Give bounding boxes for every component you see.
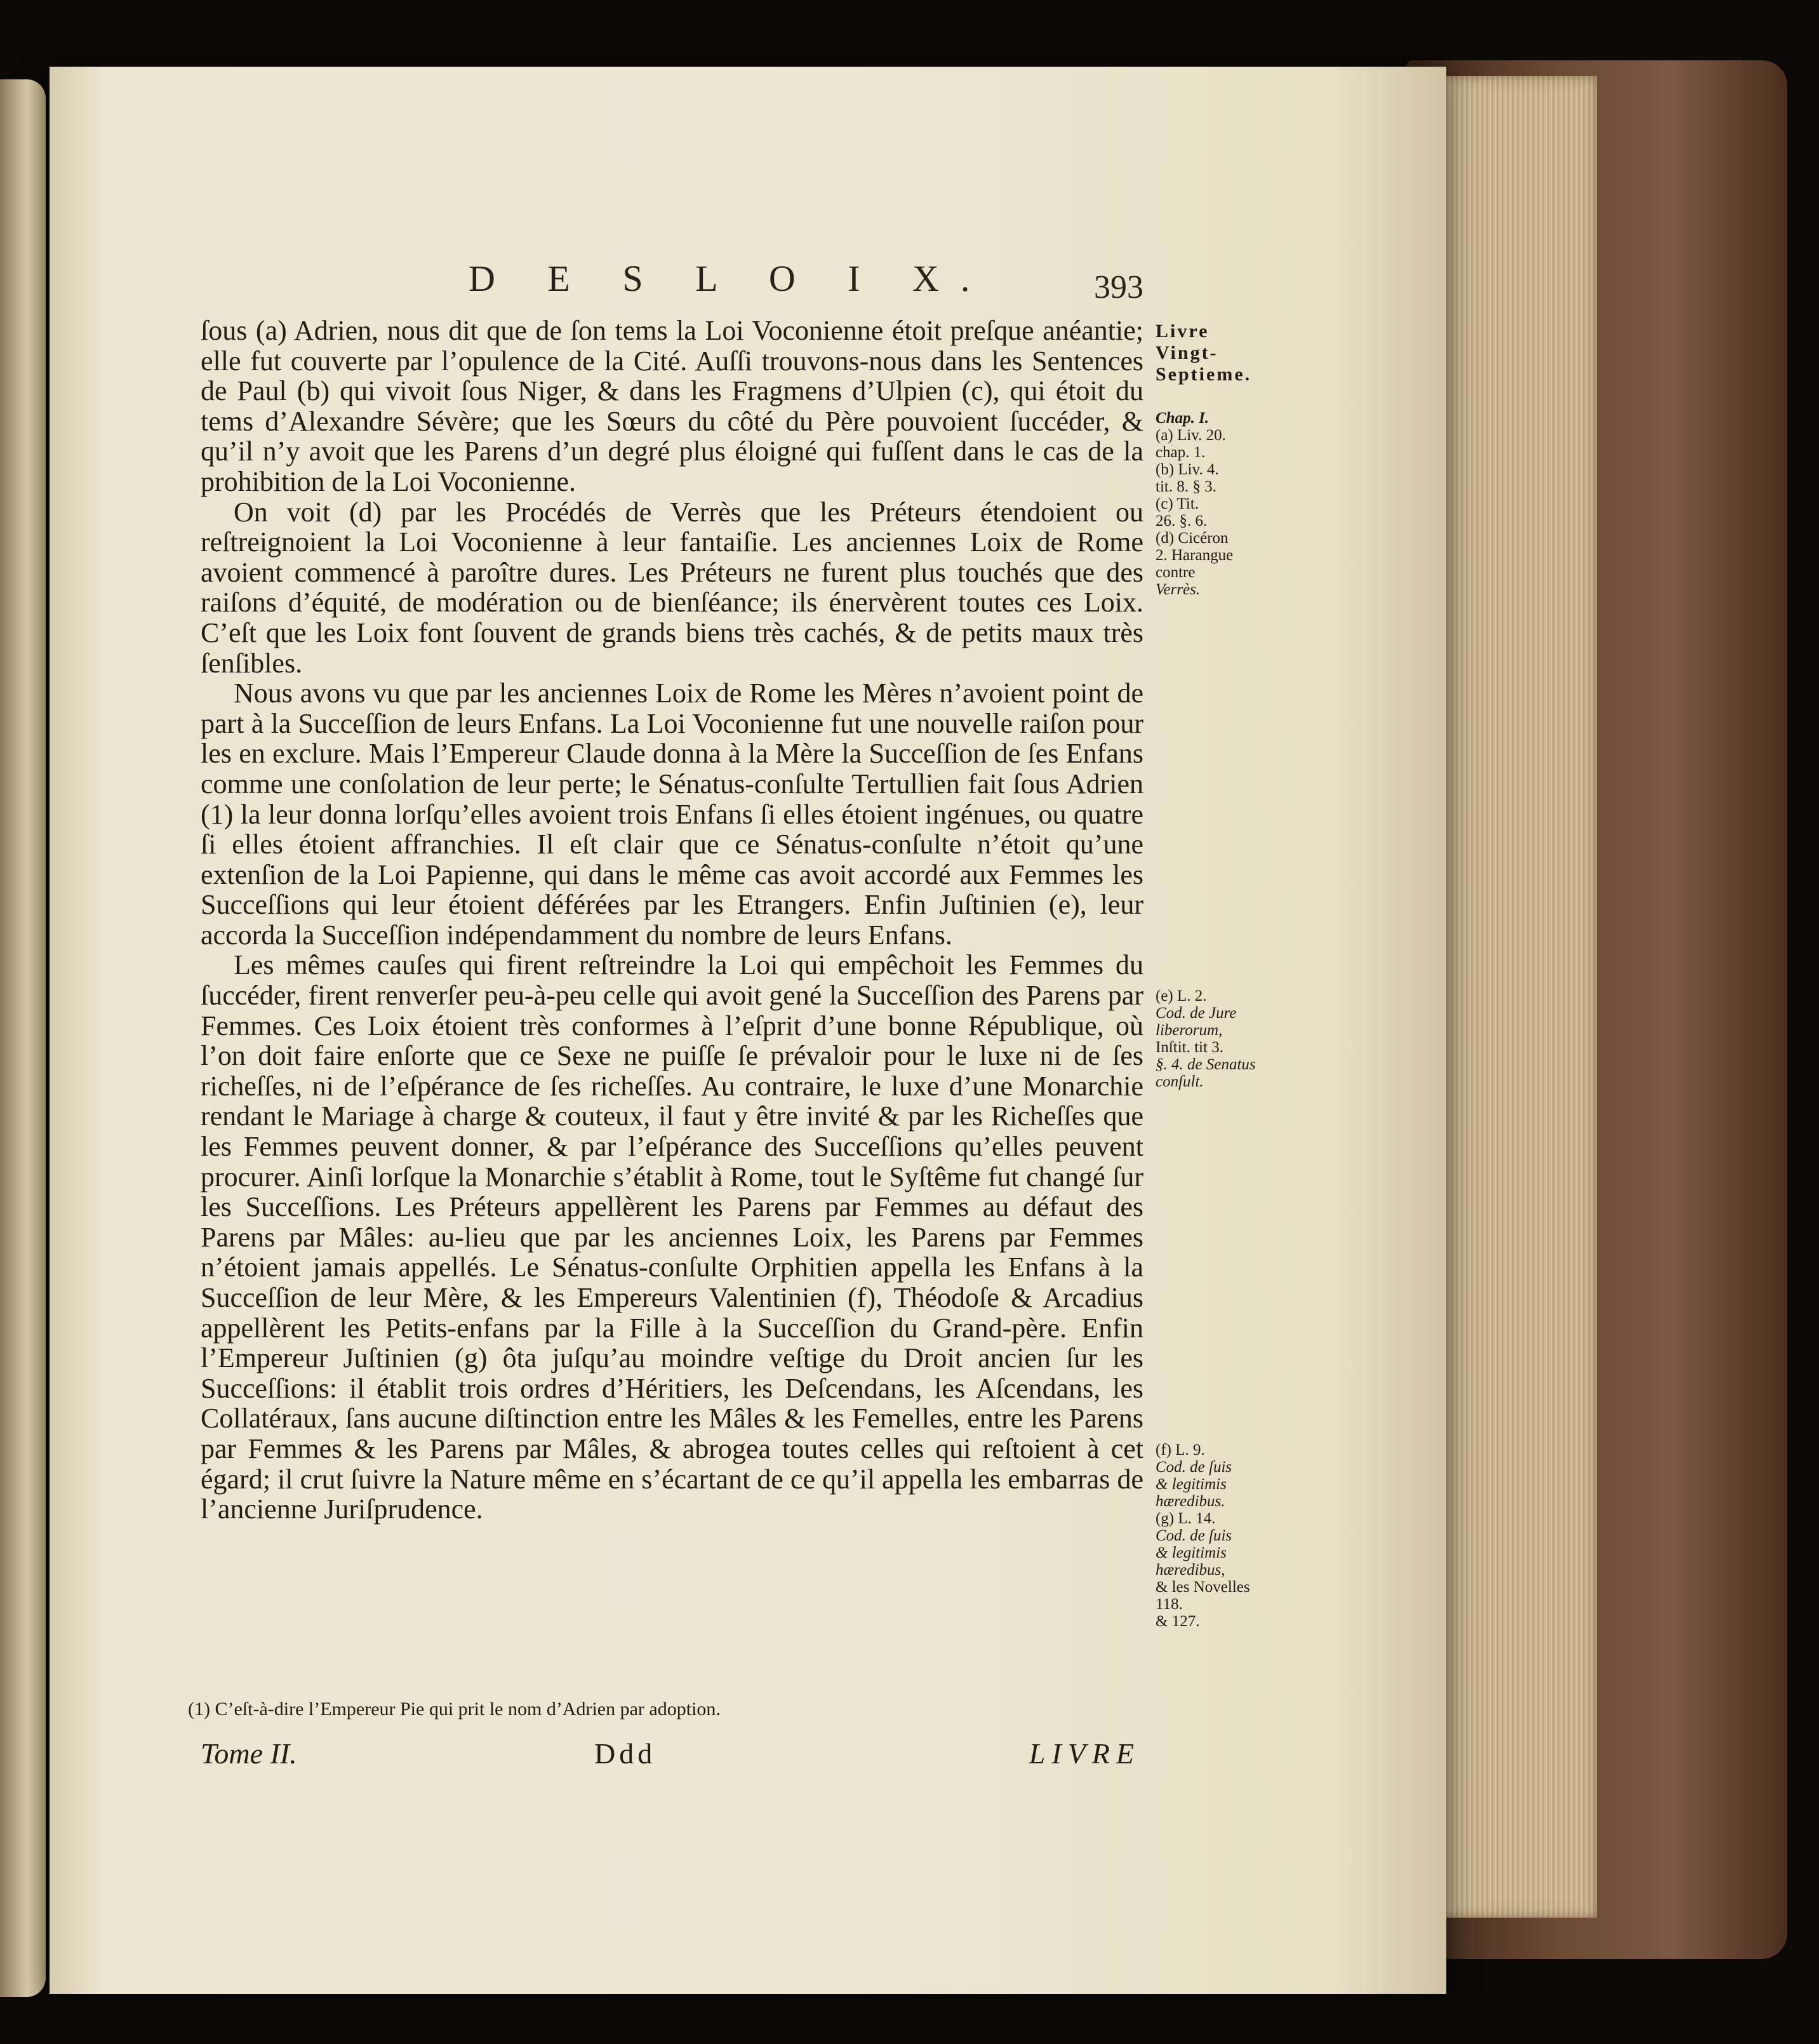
margin-note-line: (a) Liv. 20. xyxy=(1156,427,1226,444)
running-head: D E S L O I X. xyxy=(469,258,992,299)
margin-heading-line: Septieme. xyxy=(1156,364,1252,385)
margin-note-line: (c) Tit. xyxy=(1156,495,1199,512)
margin-notes-top xyxy=(1156,410,1276,598)
margin-note-line: hæredibus. xyxy=(1156,1493,1225,1510)
margin-note-line: tit. 8. § 3. xyxy=(1156,478,1216,495)
paragraph: Nous avons vu que par les anciennes Loix de Rome les Mères n’avoient point de part à la Succeſſion de leurs Enfans. La Loi Voconienne fut une nouvelle raiſon pour les en exclure. Mais l’Empereur Claude donna à la Mère la Succeſſion de ſes Enfans comme une conſolation de leur perte; le Sénatus-conſulte Tertullien fait ſous Adrien (1) la leur donna lorſqu’elles avoient trois Enfans ſi elles étoient ingénues, ou quatre ſi elles étoient affranchies. Il eſt clair que ce Sénatus-conſulte n’étoit qu’une extenſion de la Loi Papienne, qui dans le même cas avoit accordé aux Femmes les Succeſſions qui leur étoient déférées par les Etrangers. Enfin Juſtinien (e), leur accorda la Succeſſion indépendamment du nombre de leurs Enfans. xyxy=(201,678,1143,951)
margin-note-line: & 127. xyxy=(1156,1613,1200,1630)
page-number: 393 xyxy=(1094,269,1143,305)
main-text xyxy=(201,316,1143,1525)
margin-note-line: (g) L. 14. xyxy=(1156,1510,1216,1527)
paragraph: ſous (a) Adrien, nous dit que de ſon tems la Loi Voconienne étoit preſque anéantie; elle fut couverte par l’opulence de la Cité. Auſſi trouvons-nous dans les Sentences de Paul (b) qui vivoit ſous Niger, & dans les Fragmens d’Ulpien (c), qui étoit du tems d’Alexandre Sévère; que les Sœurs du côté du Père pouvoient ſuccéder, & qu’il n’y avoit que les Parens d’un degré plus éloigné qui fuſſent dans le cas de la prohibition de la Loi Voconienne. xyxy=(201,315,1143,497)
margin-note-line: Verrès. xyxy=(1156,581,1201,598)
margin-note-line: Cod. de ſuis xyxy=(1156,1527,1232,1544)
facing-page-edge xyxy=(0,79,46,1997)
margin-heading-line: Vingt- xyxy=(1156,342,1218,363)
book-page xyxy=(50,67,1446,1994)
catchword: LIVRE xyxy=(1029,1737,1140,1770)
margin-book-heading xyxy=(1156,321,1276,385)
margin-note-line: & les Novelles 118. xyxy=(1156,1579,1250,1613)
margin-note-line: Cod. de Jure liberorum, xyxy=(1156,1005,1237,1039)
margin-notes-bottom xyxy=(1156,1441,1276,1630)
margin-note-line: (f) L. 9. xyxy=(1156,1441,1205,1459)
page-footer xyxy=(201,1737,1140,1775)
margin-note-line: 26. §. 6. xyxy=(1156,512,1208,530)
paragraph: On voit (d) par les Procédés de Verrès que les Préteurs étendoient ou reſtreignoient la Loi Voconienne à leur fantaiſie. Les anciennes Loix de Rome avoient commencé à paroître dures. Les Préteurs ne furent plus touchés que des raiſons d’équité, de modération ou de bienſéance; ils énervèrent toutes ces Loix. C’eſt que les Loix font ſouvent de grands biens très cachés, & de petits maux très ſenſibles. xyxy=(201,496,1143,679)
margin-note-line: (e) L. 2. xyxy=(1156,987,1207,1005)
margin-note-line: (b) Liv. 4. xyxy=(1156,461,1219,478)
signature-mark: Ddd xyxy=(594,1737,656,1770)
margin-note-line: & legitimis xyxy=(1156,1476,1227,1493)
margin-heading-line: Livre xyxy=(1156,321,1209,342)
margin-notes-middle xyxy=(1156,987,1276,1090)
footnote: (1) C’eſt-à-dire l’Empereur Pie qui prit le nom d’Adrien par adoption. xyxy=(188,1699,721,1720)
margin-note-line: contre xyxy=(1156,564,1196,581)
margin-note-line: Chap. I. xyxy=(1156,410,1209,427)
margin-note-line: chap. 1. xyxy=(1156,444,1206,461)
margin-note-line: hæredibus, xyxy=(1156,1561,1225,1579)
margin-note-line: & legitimis xyxy=(1156,1544,1227,1561)
margin-note-line: (d) Cicéron xyxy=(1156,530,1229,547)
volume-label: Tome II. xyxy=(201,1737,297,1770)
margin-note-line: §. 4. de Senatus conſult. xyxy=(1156,1056,1256,1090)
margin-note-line: Inſtit. tit 3. xyxy=(1156,1039,1223,1056)
page-block-edge xyxy=(1438,76,1597,1918)
margin-note-line: 2. Harangue xyxy=(1156,547,1234,564)
margin-note-line: Cod. de ſuis xyxy=(1156,1459,1232,1476)
paragraph: Les mêmes cauſes qui firent reſtreindre la Loi qui empêchoit les Femmes du ſuccéder, firent renverſer peu-à-peu celle qui avoit gené la Succeſſion des Parens par Femmes. Ces Loix étoient très conformes à l’eſprit d’une bonne République, où l’on doit faire enſorte que ce Sexe ne puiſſe ſe prévaloir pour le luxe ni de ſes richeſſes, ni de l’eſpérance de ſes richeſſes. Au contraire, le luxe d’une Monarchie rendant le Mariage à charge & couteux, il faut y être invité & par les Richeſſes que les Femmes peuvent donner, & par l’eſpérance des Succeſſions qu’elles peuvent procurer. Ainſi lorſque la Monarchie s’établit à Rome, tout le Syſtême fut changé ſur les Succeſſions. Les Préteurs appellèrent les Parens par Femmes au défaut des Parens par Mâles: au-lieu que par les anciennes Loix, les Parens par Femmes n’étoient jamais appellés. Le Sénatus-conſulte Orphitien appella les Enfans à la Succeſſion de leur Mère, & les Empereurs Valentinien (f), Théodoſe & Arcadius appellèrent les Petits-enfans par la Fille à la Succeſſion du Grand-père. Enfin l’Empereur Juſtinien (g) ôta juſqu’au moindre veſtige du Droit ancien ſur les Succeſſions: il établit trois ordres d’Héritiers, les Deſcendans, les Aſcendans, les Collatéraux, ſans aucune diſtinction entre les Mâles & les Femelles, entre les Parens par Femmes & les Parens par Mâles, & abrogea toutes celles qui reſtoient à cet égard; il crut ſuivre la Nature même en s’écartant de ce qu’il appella les embarras de l’ancienne Juriſprudence. xyxy=(201,949,1143,1525)
